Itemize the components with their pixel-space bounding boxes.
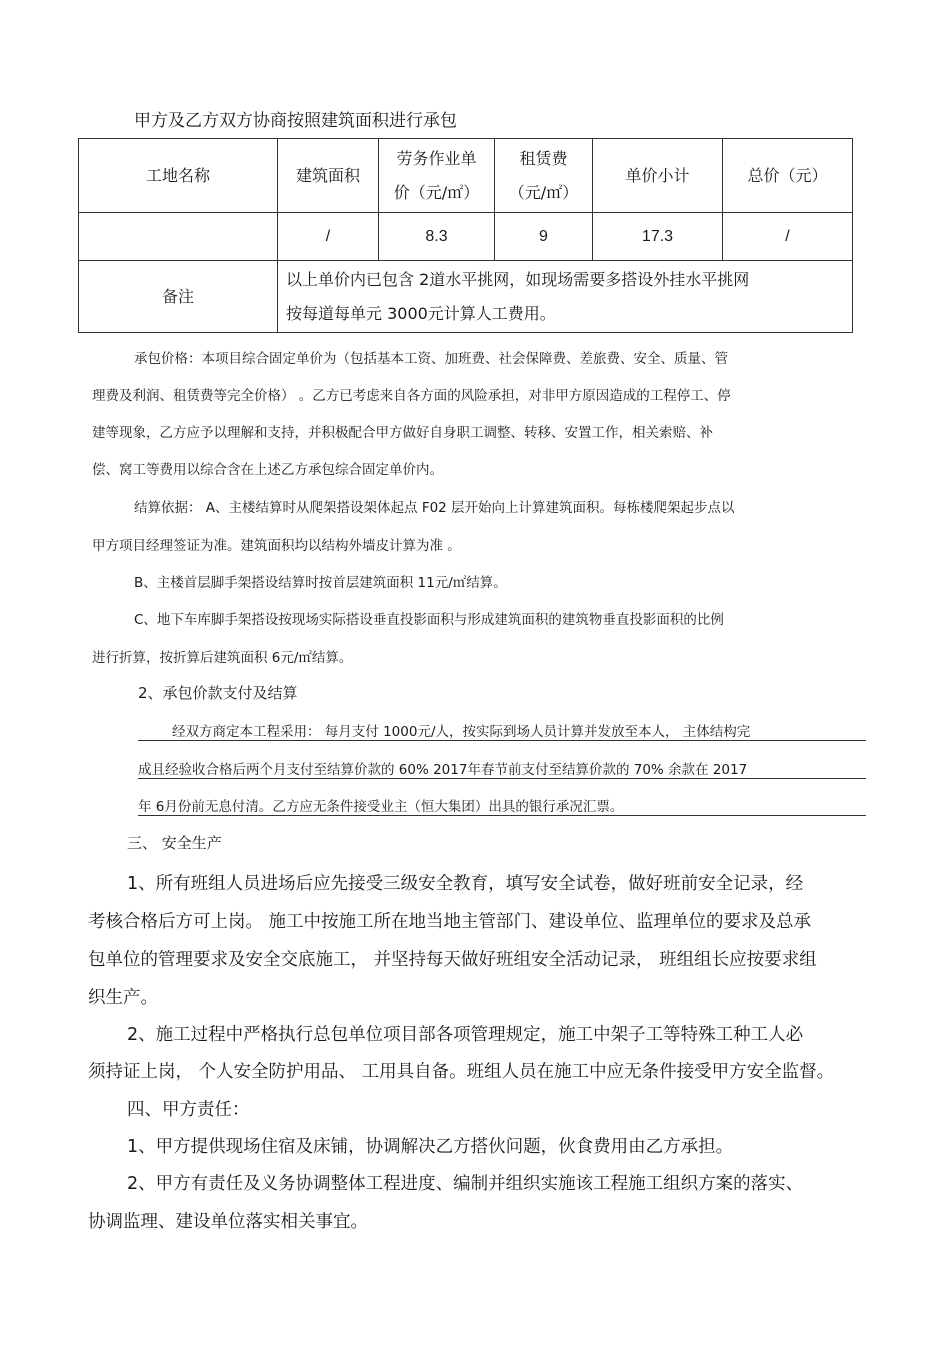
party-a-line: 协调监理、建设单位落实相关事宜。 <box>88 1212 368 1232</box>
safety-line: 包单位的管理要求及安全交底施工， 并坚持每天做好班组安全活动记录， 班组组长应按要求组 <box>88 950 817 970</box>
header-total-price: 总价（元） <box>723 139 853 213</box>
safety-line: 1、所有班组人员进场后应先接受三级安全教育，填写安全试卷，做好班前安全记录，经 <box>127 874 804 894</box>
payment-line: 成且经验收合格后两个月支付至结算价款的 60% 2017年春节前支付至结算价款的 70% 余款在 2017 <box>138 758 866 779</box>
cell-unit-subtotal: 17.3 <box>593 213 723 261</box>
header-site-name: 工地名称 <box>79 139 278 213</box>
cell-labor-price: 8.3 <box>379 213 495 261</box>
price-line: 偿、窝工等费用以综合含在上述乙方承包综合固定单价内。 <box>92 462 443 478</box>
payment-title: 2、承包价款支付及结算 <box>138 684 298 702</box>
header-labor-price <box>379 139 495 213</box>
party-a-title: 四、甲方责任： <box>127 1100 250 1120</box>
header-rent-line2: （元/㎡） <box>508 182 579 202</box>
note-text <box>278 261 853 333</box>
note-line: 按每道每单元 3000元计算人工费用。 <box>286 303 556 323</box>
intro-line: 甲方及乙方双方协商按照建筑面积进行承包 <box>134 111 457 131</box>
payment-line: 经双方商定本工程采用： 每月支付 1000元/人，按实际到场人员计算并发放至本人， 主体结构完 <box>138 720 866 741</box>
header-labor-price-line1: 劳务作业单 <box>396 148 477 168</box>
cell-rent: 9 <box>495 213 593 261</box>
party-a-line: 1、甲方提供现场住宿及床铺，协调解决乙方搭伙问题，伙食费用由乙方承担。 <box>127 1137 734 1157</box>
settle-line: 进行折算，按折算后建筑面积 6元/㎡结算。 <box>92 650 353 666</box>
settle-line: 结算依据： A、主楼结算时从爬架搭设架体起点 F02 层开始向上计算建筑面积。每栋楼爬架起步点以 <box>134 500 735 516</box>
contract-table <box>78 138 853 333</box>
price-line: 理费及利润、租赁费等完全价格） 。乙方已考虑来自各方面的风险承担，对非甲方原因造成的工程停工、停 <box>92 388 731 404</box>
cell-site-name <box>79 213 278 261</box>
cell-total-price: / <box>723 213 853 261</box>
party-a-line: 2、甲方有责任及义务协调整体工程进度、编制并组织实施该工程施工组织方案的落实、 <box>127 1174 804 1194</box>
safety-title: 三、 安全生产 <box>127 834 222 852</box>
settle-line: C、地下车库脚手架搭设按现场实际搭设垂直投影面积与形成建筑面积的建筑物垂直投影面积的比例 <box>134 612 724 628</box>
safety-line: 织生产。 <box>88 988 158 1008</box>
safety-line: 考核合格后方可上岗。 施工中按施工所在地当地主管部门、建设单位、监理单位的要求及总承 <box>88 912 812 932</box>
settle-line: 甲方项目经理签证为准。建筑面积均以结构外墙皮计算为准 。 <box>92 538 461 554</box>
price-line: 建等现象，乙方应予以理解和支持，并积极配合甲方做好自身职工调整、转移、安置工作，相关索赔、补 <box>92 425 713 441</box>
safety-line: 须持证上岗， 个人安全防护用品、 工用具自备。班组人员在施工中应无条件接受甲方安全监督。 <box>88 1062 835 1082</box>
safety-line: 2、施工过程中严格执行总包单位项目部各项管理规定，施工中架子工等特殊工种工人必 <box>127 1025 804 1045</box>
header-rent-line1: 租赁费 <box>519 148 568 168</box>
header-unit-subtotal: 单价小计 <box>593 139 723 213</box>
header-building-area: 建筑面积 <box>278 139 379 213</box>
price-line: 承包价格：本项目综合固定单价为（包括基本工资、加班费、社会保障费、差旅费、安全、质量、管 <box>134 351 728 367</box>
note-line: 以上单价内已包含 2道水平挑网，如现场需要多搭设外挂水平挑网 <box>286 269 750 289</box>
settle-line: B、主楼首层脚手架搭设结算时按首层建筑面积 11元/㎡结算。 <box>134 575 507 591</box>
payment-line: 年 6月份前无息付清。乙方应无条件接受业主（恒大集团）出具的银行承况汇票。 <box>138 795 866 816</box>
header-labor-price-line2: 价（元/㎡） <box>393 182 480 202</box>
header-rent <box>495 139 593 213</box>
cell-building-area: / <box>278 213 379 261</box>
note-label: 备注 <box>79 261 278 333</box>
